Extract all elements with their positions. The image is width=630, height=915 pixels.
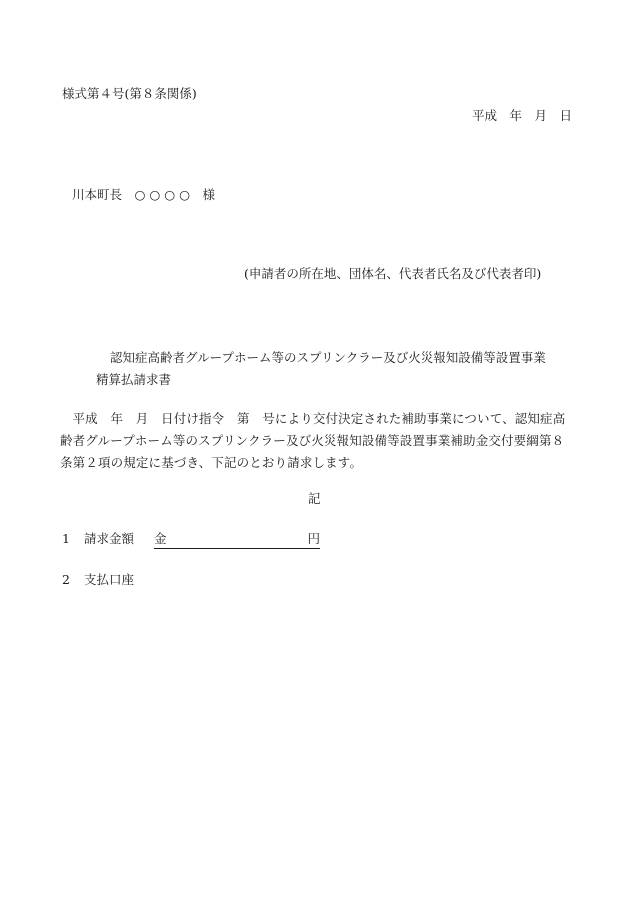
item-request-amount — [62, 531, 320, 549]
amount-suffix: 円 — [307, 531, 320, 546]
amount-prefix: 金 — [154, 531, 167, 546]
body-paragraph: 平成 年 月 日付け指令 第 号により交付決定された補助事業について、認知症高齢者グループホーム等のスプリンクラー及び火災報知設備等設置事業補助金交付要綱第８条第２項の規定に基づき、下記のとおり請求します。 — [60, 411, 566, 470]
item-label: 支払口座 — [84, 572, 135, 587]
document-title-line1: 認知症高齢者グループホーム等のスプリンクラー及び火災報知設備等設置事業 — [110, 350, 546, 365]
item-number: 1 — [62, 531, 70, 546]
addressee: 川本町長 ○ ○ ○ ○ 様 — [72, 187, 216, 202]
amount-field — [154, 531, 320, 549]
document-title-line2: 精算払請求書 — [96, 372, 172, 387]
form-number: 様式第４号(第８条関係) — [62, 86, 197, 101]
item-number: 2 — [62, 572, 70, 587]
item-label: 請求金額 — [84, 531, 135, 546]
item-payment-account — [62, 572, 134, 588]
date-line: 平成 年 月 日 — [471, 108, 572, 123]
applicant-note: (申請者の所在地、団体名、代表者氏名及び代表者印) — [244, 266, 542, 281]
ki-heading: 記 — [308, 491, 321, 506]
